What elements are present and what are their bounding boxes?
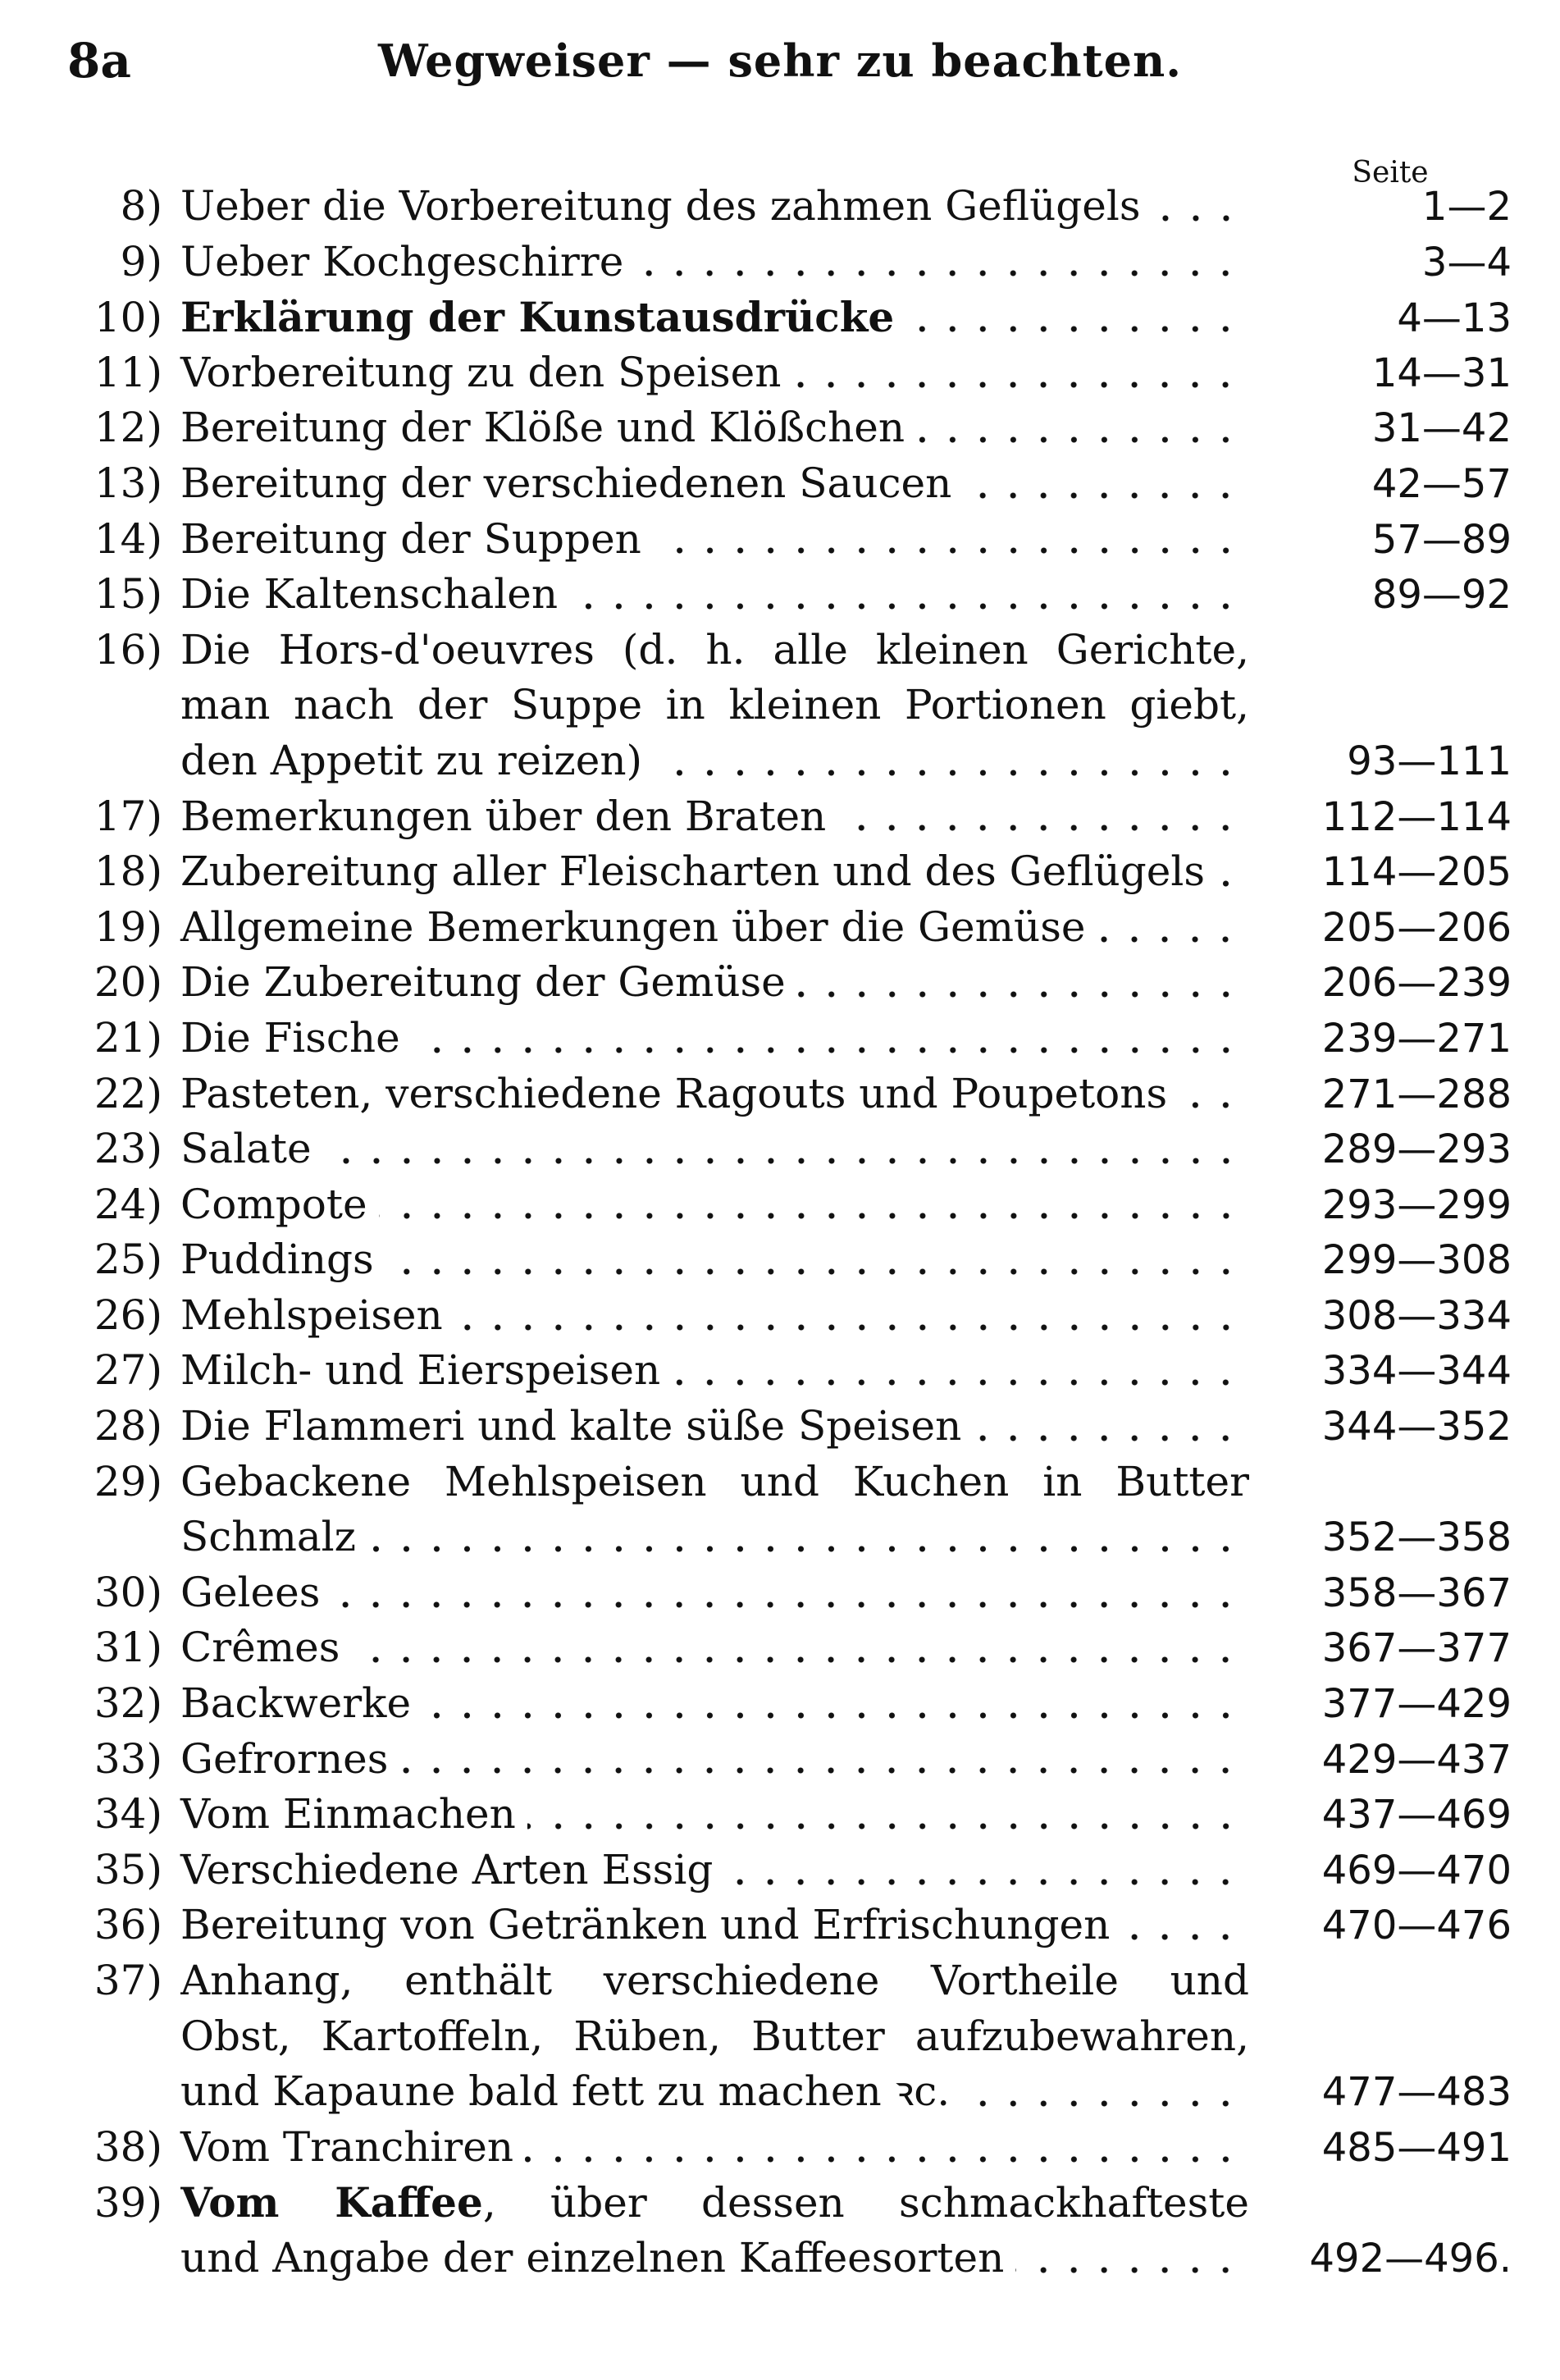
- toc-entry-line: [57, 1343, 1512, 1399]
- entry-number: 8): [120, 182, 162, 230]
- page-range: 429—437: [1321, 1736, 1512, 1783]
- dot-leader: [1121, 1933, 1241, 1941]
- entry-title-text: Ueber die Vorbereitung des zahmen Geflügels: [180, 182, 1141, 230]
- entry-title-text: Backwerke: [180, 1679, 412, 1728]
- page-range: 31—42: [1371, 405, 1512, 452]
- entry-title-text: Die Fische: [180, 1013, 400, 1062]
- page-range: 334—344: [1321, 1348, 1512, 1395]
- entry-title: [180, 844, 1249, 900]
- dot-leader: [724, 1878, 1241, 1886]
- entry-number: 17): [94, 792, 162, 840]
- page-range: 352—358: [1321, 1514, 1512, 1561]
- toc-entry-line: [57, 1232, 1512, 1288]
- page-range: 1—2: [1421, 184, 1512, 230]
- toc-entry-line: [57, 456, 1512, 512]
- entry-title-text: Verschiedene Arten Essig: [180, 1845, 714, 1893]
- toc-entry-line: [57, 567, 1512, 623]
- entry-title: [180, 1620, 1249, 1676]
- entry-number: 29): [94, 1457, 162, 1505]
- toc-entry-line: [57, 1067, 1512, 1122]
- toc-entry-line: [57, 179, 1512, 235]
- dot-leader: [916, 436, 1241, 444]
- entry-number: 31): [94, 1624, 162, 1672]
- entry-title: [180, 1565, 1249, 1621]
- entry-title: [180, 567, 1249, 623]
- entry-title: [180, 1787, 1249, 1843]
- dot-leader: [412, 1046, 1241, 1054]
- toc-entry-line: [57, 2120, 1512, 2176]
- entry-title-text: Allgemeine Bemerkungen über die Gemüse: [180, 902, 1086, 951]
- toc-entry-line: [57, 1787, 1512, 1843]
- entry-title-text: den Appetit zu reizen): [180, 736, 643, 784]
- entry-number: 21): [94, 1013, 162, 1062]
- page-range: 93—111: [1347, 738, 1512, 784]
- entry-title-text: Zubereitung aller Fleischarten und des Geflügels: [180, 847, 1205, 896]
- page-range: 470—476: [1321, 1903, 1512, 1949]
- entry-title: [180, 2009, 1249, 2065]
- page-range: 42—57: [1371, 460, 1512, 507]
- dot-leader: [672, 1378, 1241, 1386]
- page-range: 485—491: [1321, 2124, 1512, 2171]
- dot-leader: [525, 2155, 1241, 2163]
- dot-leader: [527, 1822, 1241, 1830]
- toc-entry-line: [57, 1177, 1512, 1233]
- entry-number: 18): [94, 847, 162, 896]
- page-range: 206—239: [1321, 960, 1512, 1007]
- entry-title: [180, 2175, 1249, 2231]
- toc-entry-line: [57, 678, 1509, 733]
- page-range: 205—206: [1321, 904, 1512, 951]
- entry-number: 36): [94, 1901, 162, 1949]
- dot-leader: [331, 1601, 1241, 1609]
- entry-title-text: Schmalz: [180, 1513, 357, 1561]
- dot-leader: [905, 325, 1241, 333]
- entry-title-text: Vorbereitung zu den Speisen: [180, 348, 782, 396]
- page-title: Wegweiser — sehr zu beachten.: [377, 34, 1183, 87]
- entry-title-text: Bemerkungen über den Braten: [180, 792, 827, 840]
- entry-title-text: , über dessen schmackhafteste: [482, 2179, 1249, 2227]
- entry-title-text: Compote: [180, 1180, 367, 1228]
- page-range: 377—429: [1321, 1681, 1512, 1728]
- toc-entry-line: [57, 1455, 1509, 1510]
- page-range: 3—4: [1421, 239, 1512, 286]
- dot-leader: [653, 546, 1241, 555]
- dot-leader: [837, 824, 1241, 832]
- entry-title: [180, 1011, 1249, 1067]
- page-range: 114—205: [1321, 849, 1512, 896]
- dot-leader: [1152, 214, 1241, 222]
- dot-leader: [367, 1545, 1241, 1553]
- entry-number: 32): [94, 1679, 162, 1728]
- entry-title-text: Bereitung der Suppen: [180, 514, 641, 563]
- entry-title: [180, 1067, 1249, 1122]
- page-range: 14—31: [1371, 349, 1512, 396]
- entry-title-text: Crêmes: [180, 1624, 340, 1672]
- entry-title: [180, 1843, 1249, 1898]
- toc-entry-line: [57, 2175, 1509, 2231]
- toc-entry-line: [57, 789, 1512, 845]
- entry-number: 11): [94, 348, 162, 396]
- dot-leader: [1216, 879, 1241, 888]
- entry-number: 9): [120, 237, 162, 286]
- entry-title-text: Bereitung von Getränken und Erfrischungen: [180, 1901, 1111, 1949]
- entry-title: [180, 512, 1249, 568]
- entry-title: [180, 2231, 1249, 2286]
- entry-number: 38): [94, 2122, 162, 2171]
- entry-title-text: Gebackene Mehlspeisen und Kuchen in Butter: [180, 1457, 1249, 1505]
- toc-entry-line: [57, 900, 1512, 956]
- entry-title: [180, 1898, 1249, 1953]
- entry-title-text: Die Kaltenschalen: [180, 570, 559, 619]
- page-range: 308—334: [1321, 1292, 1512, 1339]
- entry-number: 14): [94, 514, 162, 563]
- toc-entry-line: [57, 1732, 1512, 1788]
- column-label-seite: Seite: [1352, 156, 1429, 190]
- dot-leader: [1097, 935, 1241, 943]
- entry-title: [180, 1343, 1249, 1399]
- toc-entry-line: [57, 345, 1512, 401]
- entry-title: [180, 1399, 1249, 1455]
- dot-leader: [379, 1212, 1241, 1220]
- toc-entry-line: [57, 400, 1512, 456]
- page-range: 239—271: [1321, 1015, 1512, 1062]
- dot-leader: [792, 381, 1241, 389]
- entry-title: [180, 400, 1249, 456]
- toc-entry-line: [57, 1620, 1512, 1676]
- entry-title: [180, 2064, 1249, 2120]
- toc-entry-line: [57, 623, 1509, 678]
- page-range: 271—288: [1321, 1071, 1512, 1117]
- entry-title-text: man nach der Suppe in kleinen Portionen giebt,: [180, 681, 1249, 729]
- toc-entry-line: [57, 2009, 1509, 2065]
- entry-number: 25): [94, 1236, 162, 1284]
- toc-entry-line: [57, 1288, 1512, 1344]
- page-range: 469—470: [1321, 1847, 1512, 1893]
- entry-title-text: Milch- und Eierspeisen: [180, 1346, 661, 1395]
- entry-title-text: Die Flammeri und kalte süße Speisen: [180, 1402, 962, 1450]
- dot-leader: [1015, 2266, 1241, 2274]
- entry-title-text: Salate: [180, 1125, 312, 1173]
- entry-number: 37): [94, 1957, 162, 2004]
- page-range: 299—308: [1321, 1237, 1512, 1284]
- entry-title: [180, 900, 1249, 956]
- page-range: 437—469: [1321, 1792, 1512, 1839]
- toc-entry-line: [57, 1565, 1512, 1621]
- dot-leader: [963, 491, 1241, 500]
- toc-entry-line: [57, 844, 1512, 900]
- entry-title-text: und Kapaune bald fett zu machen ꝛc.: [180, 2067, 951, 2116]
- entry-number: 20): [94, 958, 162, 1007]
- dot-leader: [454, 1323, 1241, 1332]
- entry-number: 35): [94, 1845, 162, 1893]
- dot-leader: [569, 602, 1241, 610]
- toc-entry-line: [57, 955, 1512, 1011]
- dot-leader: [973, 1434, 1241, 1442]
- toc-entry-line: [57, 1953, 1509, 2009]
- entry-number: 15): [94, 570, 162, 619]
- toc-entry-line: [57, 2064, 1512, 2120]
- entry-title: [180, 678, 1249, 733]
- entry-number: 22): [94, 1069, 162, 1117]
- entry-title-text: Bereitung der verschiedenen Saucen: [180, 459, 952, 507]
- entry-title: [180, 235, 1249, 290]
- entry-title: [180, 1232, 1249, 1288]
- page-range: 289—293: [1321, 1126, 1512, 1173]
- entry-title-text: Vom Einmachen: [180, 1790, 516, 1839]
- entry-title: [180, 179, 1249, 235]
- entry-number: 34): [94, 1790, 162, 1839]
- entry-title-text: Gefrornes: [180, 1734, 389, 1783]
- dot-leader: [385, 1268, 1241, 1276]
- page-range: 367—377: [1321, 1625, 1512, 1672]
- toc-entry-line: [57, 290, 1512, 345]
- entry-number: 23): [94, 1125, 162, 1173]
- entry-title: [180, 623, 1249, 678]
- toc-entry-line: [57, 1011, 1512, 1067]
- entry-title: [180, 733, 1249, 789]
- entry-title-text: Bereitung der Klöße und Klößchen: [180, 404, 905, 452]
- entry-title-text: Vom Tranchiren: [180, 2122, 514, 2171]
- dot-leader: [797, 990, 1241, 998]
- toc-entry-line: [57, 235, 1512, 290]
- entry-number: 27): [94, 1346, 162, 1395]
- toc-entry-line: [57, 1843, 1512, 1898]
- entry-title-text: Die Hors-d'oeuvres (d. h. alle kleinen Gerichte,: [180, 625, 1249, 674]
- entry-title-text: Anhang, enthält verschiedene Vortheile und: [180, 1957, 1249, 2004]
- entry-number: 13): [94, 459, 162, 507]
- page-range: 477—483: [1321, 2069, 1512, 2116]
- page-range: 89—92: [1371, 572, 1512, 619]
- page-range: 358—367: [1321, 1569, 1512, 1616]
- page-range: 492—496.: [1309, 2235, 1512, 2282]
- dot-leader: [422, 1711, 1241, 1720]
- entry-title: [180, 1732, 1249, 1788]
- entry-title-text: Erklärung der Kunstausdrücke: [180, 293, 895, 342]
- entry-title-text: Ueber Kochgeschirre: [180, 237, 624, 286]
- entry-title-text: Pasteten, verschiedene Ragouts und Poupetons: [180, 1069, 1168, 1117]
- entry-title-bold: Vom Kaffee: [180, 2178, 483, 2227]
- entry-number: 24): [94, 1180, 162, 1228]
- dot-leader: [399, 1766, 1241, 1775]
- entry-title: [180, 1455, 1249, 1510]
- entry-number: 12): [94, 404, 162, 452]
- entry-number: 30): [94, 1568, 162, 1616]
- entry-number: 28): [94, 1402, 162, 1450]
- entry-title: [180, 955, 1249, 1011]
- entry-title-text: Obst, Kartoffeln, Rüben, Butter aufzubewahren,: [180, 2012, 1249, 2060]
- dot-leader: [1179, 1101, 1241, 1109]
- toc-entry-line: [57, 1399, 1512, 1455]
- entry-number: 19): [94, 902, 162, 951]
- entry-number: 39): [94, 2179, 162, 2227]
- page-number: 8a: [67, 33, 131, 89]
- entry-title-text: Die Zubereitung der Gemüse: [180, 958, 786, 1007]
- page-range: 57—89: [1371, 516, 1512, 563]
- entry-number: 26): [94, 1290, 162, 1339]
- toc-entry-line: [57, 512, 1512, 568]
- entry-title: [180, 789, 1249, 845]
- entry-number: 16): [94, 625, 162, 674]
- toc-entry-line: [57, 1676, 1512, 1732]
- entry-title-text: Mehlspeisen: [180, 1290, 443, 1339]
- entry-title: [180, 1288, 1249, 1344]
- page-range: 293—299: [1321, 1181, 1512, 1228]
- toc-entry-line: [57, 1510, 1512, 1565]
- entry-title: [180, 345, 1249, 401]
- entry-title: [180, 2120, 1249, 2176]
- entry-title: [180, 1121, 1249, 1177]
- toc-entry-line: [57, 1121, 1512, 1177]
- page-range: 112—114: [1321, 793, 1512, 840]
- entry-number: 10): [94, 294, 162, 342]
- entry-title: [180, 1177, 1249, 1233]
- entry-title: [180, 1676, 1249, 1732]
- entry-title-text: Gelees: [180, 1568, 321, 1616]
- dot-leader: [961, 2099, 1241, 2108]
- dot-leader: [323, 1157, 1241, 1165]
- entry-title: [180, 1953, 1249, 2009]
- entry-title: [180, 456, 1249, 512]
- entry-number: 33): [94, 1734, 162, 1783]
- dot-leader: [635, 269, 1241, 277]
- dot-leader: [654, 769, 1241, 777]
- entry-title: [180, 290, 1249, 345]
- entry-title: [180, 1510, 1249, 1565]
- page-range: 4—13: [1397, 295, 1512, 342]
- toc-entry-line: [57, 733, 1512, 789]
- page-range: 344—352: [1321, 1404, 1512, 1450]
- toc-entry-line: [57, 1898, 1512, 1953]
- entry-title-text: und Angabe der einzelnen Kaffeesorten: [180, 2233, 1005, 2282]
- entry-title-text: Puddings: [180, 1236, 374, 1284]
- dot-leader: [351, 1656, 1241, 1664]
- table-of-contents: [57, 179, 1512, 2286]
- toc-entry-line: [57, 2231, 1512, 2286]
